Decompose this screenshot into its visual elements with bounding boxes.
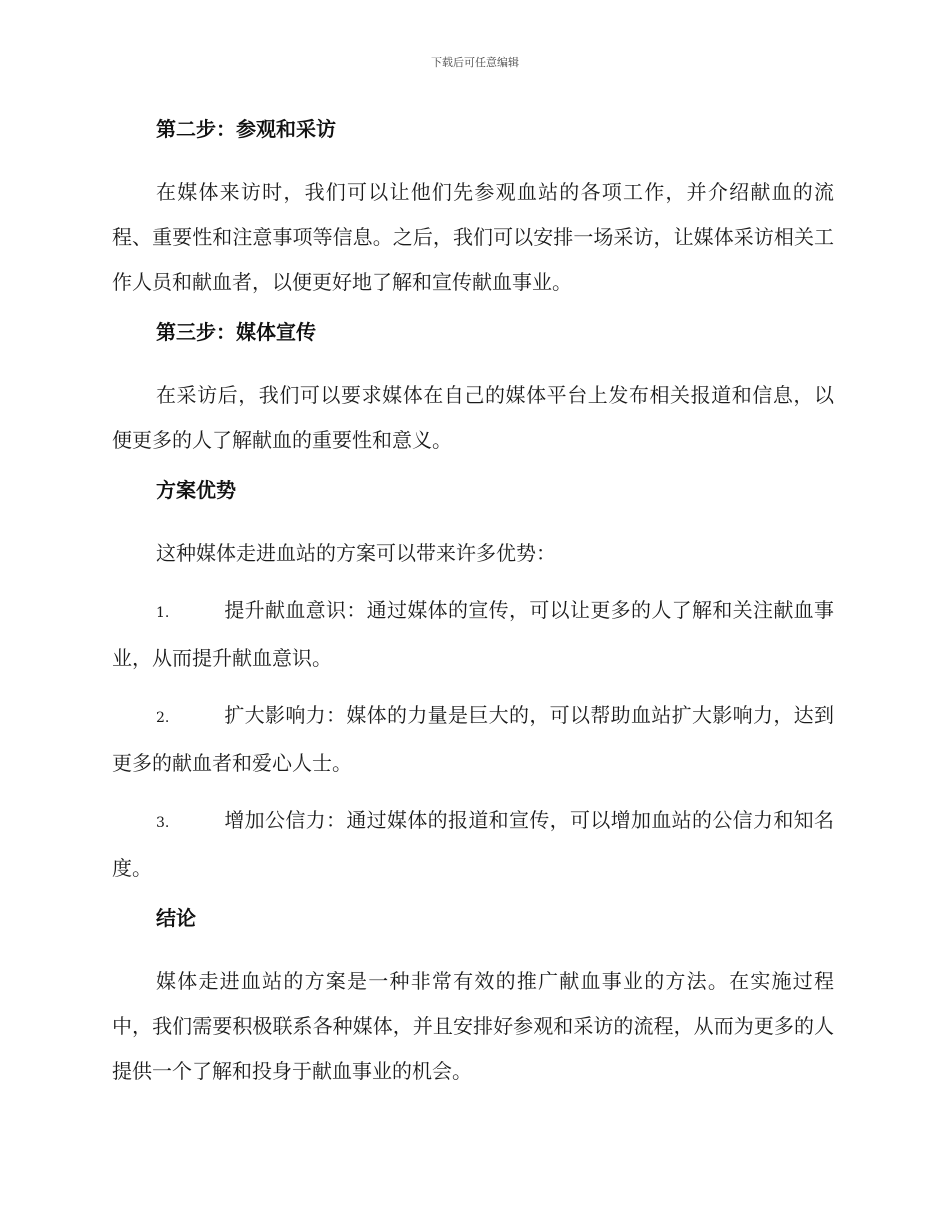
list-item-text: 增加公信力：通过媒体的报道和宣传，可以增加血站的公信力和知名度。	[112, 808, 834, 880]
section-heading-step-three: 第三步：媒体宣传	[156, 320, 316, 344]
section-paragraph-advantages: 这种媒体走进血站的方案可以带来许多优势：	[156, 541, 556, 565]
list-item-number: 1.	[156, 605, 170, 621]
list-item	[112, 693, 834, 786]
page-header: 下载后可任意编辑	[431, 56, 519, 69]
list-item-text: 扩大影响力：媒体的力量是巨大的，可以帮助血站扩大影响力，达到更多的献血者和爱心人士。	[112, 703, 834, 775]
section-heading-advantages: 方案优势	[156, 478, 236, 502]
section-paragraph-step-two: 在媒体来访时，我们可以让他们先参观血站的各项工作，并介绍献血的流程、重要性和注意事项等信息。之后，我们可以安排一场采访，让媒体采访相关工作人员和献血者，以便更好地了解和宣传献血事业。	[112, 180, 834, 294]
list-item-number: 3.	[156, 815, 170, 831]
list-item-number: 2.	[156, 710, 170, 726]
section-heading-step-two: 第二步：参观和采访	[156, 117, 336, 141]
list-item	[112, 588, 834, 681]
section-paragraph-conclusion: 媒体走进血站的方案是一种非常有效的推广献血事业的方法。在实施过程中，我们需要积极联系各种媒体，并且安排好参观和采访的流程，从而为更多的人提供一个了解和投身于献血事业的机会。	[112, 969, 834, 1083]
document-body	[112, 114, 834, 1094]
section-heading-conclusion: 结论	[156, 906, 196, 930]
section-paragraph-step-three: 在采访后，我们可以要求媒体在自己的媒体平台上发布相关报道和信息，以便更多的人了解献血的重要性和意义。	[112, 383, 834, 452]
list-item	[112, 798, 834, 891]
list-item-text: 提升献血意识：通过媒体的宣传，可以让更多的人了解和关注献血事业，从而提升献血意识。	[112, 598, 834, 670]
